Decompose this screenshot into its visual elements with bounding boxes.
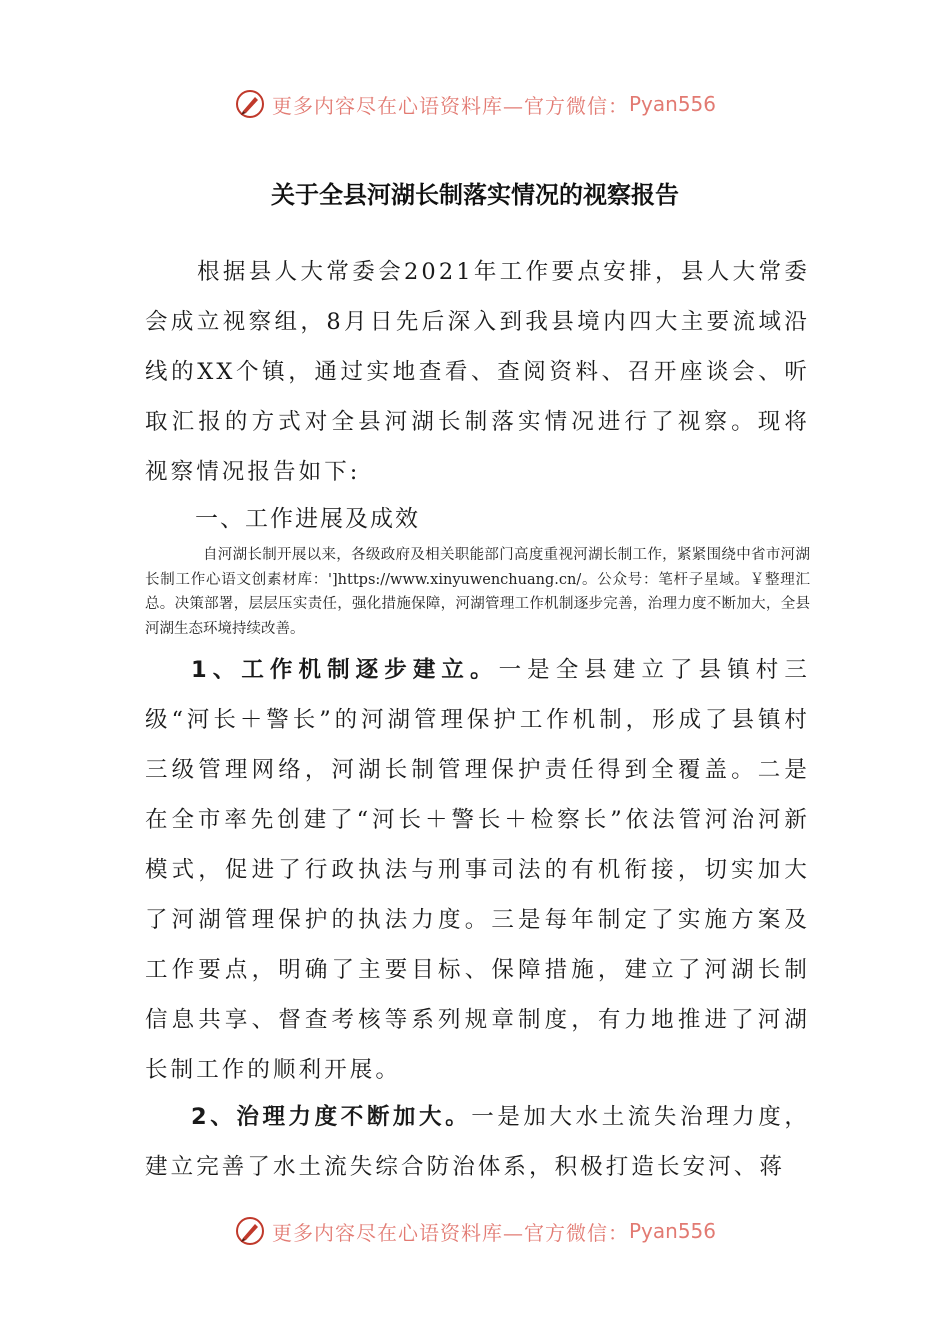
item-1-body: 一是全县建立了县镇村三级“河长＋警长”的河湖管理保护工作机制，形成了县镇村三级管理网络，河湖长制管理保护责任得到全覆盖。二是在全市率先创建了“河长＋警长＋检察长”依法管河治河新模式，促进了行政执法与刑事司法的有机衔接，切实加大了河湖管理保护的执法力度。三是每年制定了实施方案及工作要点，明确了主要目标、保障措施，建立了河湖长制信息共享、督查考核等系列规章制度，有力地推进了河湖长制工作的顺利开展。 — [145, 657, 810, 1083]
item-2-lead: 2、治理力度不断加大。 — [191, 1104, 472, 1130]
section-summary: 自河湖长制开展以来，各级政府及相关职能部门高度重视河湖长制工作，紧紧围绕中省市河湖长制工作心语文创素材库：']https://www.xinyuwenchuang.cn/。公众号：笔杆子星域。￥整理汇总。决策部署，层层压实责任，强化措施保障，河湖管理工作机制逐步完善，治理力度不断加大，全县河湖生态环境持续改善。 — [145, 547, 810, 637]
watermark-wechat-id: Pyan556 — [628, 92, 716, 116]
intro-paragraph: 根据县人大常委会2021年工作要点安排，县人大常委会成立视察组，8月日先后深入到我县境内四大主要流域沿线的XX个镇，通过实地查看、查阅资料、召开座谈会、听取汇报的方式对全县河湖长制落实情况进行了视察。现将视察情况报告如下: — [145, 259, 810, 485]
item-2-body: 一是加大水土流失治理力度，建立完善了水土流失综合防治体系，积极打造长安河、蒋 — [145, 1104, 810, 1180]
watermark-text: 更多内容尽在心语资料库—官方微信： — [271, 1220, 629, 1245]
pen-logo-icon — [234, 88, 266, 120]
pen-logo-icon — [234, 1215, 266, 1247]
item-2-paragraph — [145, 1092, 810, 1192]
watermark-text: 更多内容尽在心语资料库—官方微信： — [271, 93, 629, 118]
watermark-header — [0, 84, 950, 124]
document-title: 关于全县河湖长制落实情况的视察报告 — [271, 180, 679, 209]
section-heading: 一、工作进展及成效 — [195, 506, 420, 532]
watermark-wechat-id: Pyan556 — [628, 1219, 716, 1243]
watermark-footer — [0, 1211, 950, 1251]
item-1-lead: 1、工作机制逐步建立。 — [191, 657, 499, 683]
item-1-paragraph — [145, 645, 810, 1095]
